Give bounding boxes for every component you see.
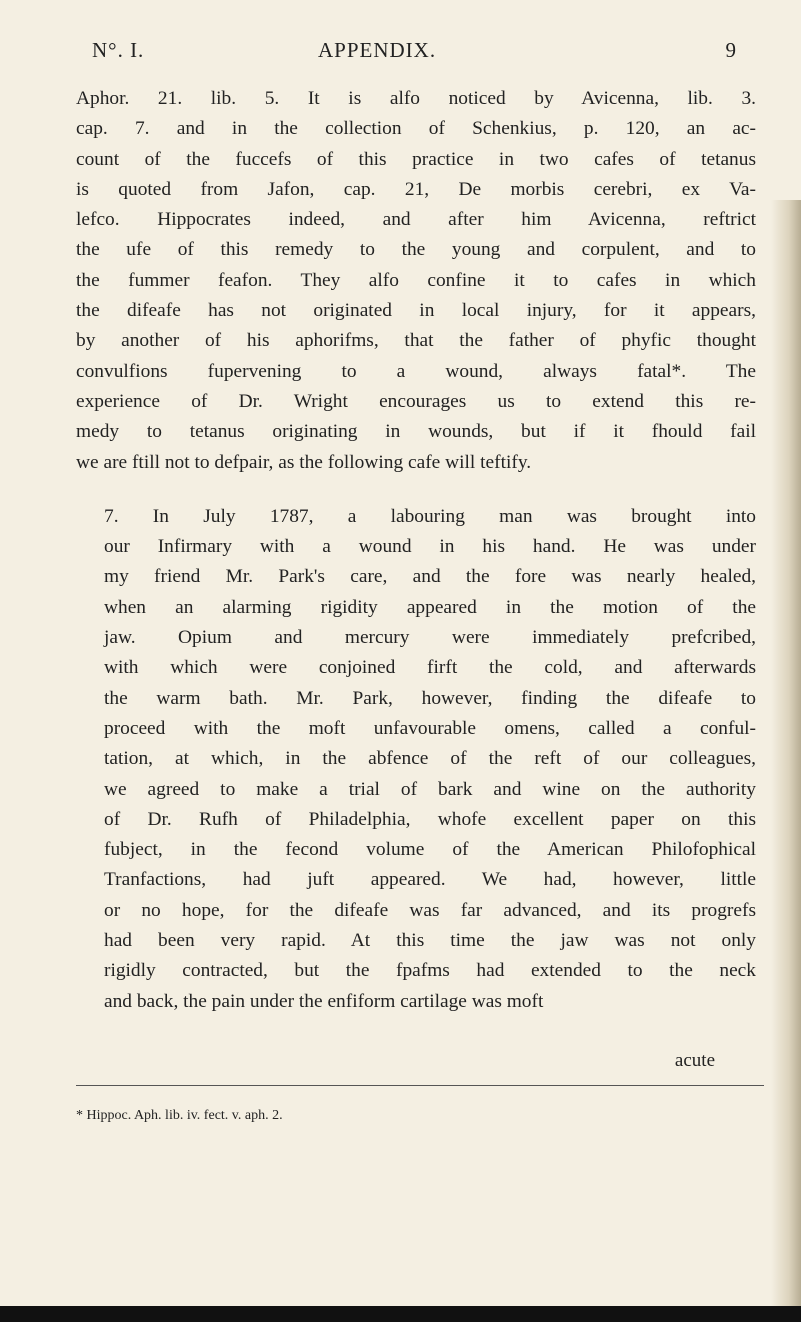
text-line: fubject, in the fecond volume of the American Philofophical: [104, 839, 756, 861]
scan-bottom-border: [0, 1306, 801, 1322]
text-line: Aphor. 21. lib. 5. It is alfo noticed by Avicenna, lib. 3.: [76, 88, 756, 109]
text-line: convulfions fupervening to a wound, always fatal*. The: [76, 360, 756, 382]
text-line: rigidly contracted, but the fpafms had extended to the neck: [104, 960, 756, 982]
text-line: or no hope, for the difeafe was far advanced, and its progrefs: [104, 899, 756, 921]
text-line: tation, at which, in the abfence of the reft of our colleagues,: [104, 748, 756, 770]
text-line: we are ftill not to defpair, as the following cafe will teftify.: [76, 451, 532, 473]
text-line: our Infirmary with a wound in his hand. He was under: [104, 536, 756, 558]
text-line: the fummer feafon. They alfo confine it to cafes in which: [76, 269, 756, 291]
text-line: is quoted from Jafon, cap. 21, De morbis cerebri, ex Va-: [76, 178, 756, 200]
running-title: APPENDIX.: [318, 38, 437, 62]
text-line: the difeafe has not originated in local injury, for it appears,: [76, 300, 756, 322]
text-line: jaw. Opium and mercury were immediately prefcribed,: [104, 627, 756, 649]
text-line: count of the fuccefs of this practice in two cafes of tetanus: [76, 148, 756, 170]
text-line: Tranfactions, had juft appeared. We had, however, little: [104, 869, 756, 891]
text-line: and back, the pain under the enfiform cartilage was moft: [104, 990, 544, 1012]
text-line: the ufe of this remedy to the young and corpulent, and to: [76, 239, 756, 261]
text-line: had been very rapid. At this time the jaw was not only: [104, 930, 756, 952]
text-line: my friend Mr. Park's care, and the fore was nearly healed,: [104, 566, 756, 588]
text-line: lefco. Hippocrates indeed, and after him Avicenna, reftrict: [76, 209, 756, 231]
catchword: acute: [674, 1050, 715, 1071]
text-line: we agreed to make a trial of bark and wine on the authority: [104, 778, 756, 800]
paragraph-aphorism: [76, 84, 756, 478]
footnote: * Hippoc. Aph. lib. iv. fect. v. aph. 2.: [76, 1108, 283, 1123]
paragraph-case-7: [76, 502, 756, 1017]
text-line: medy to tetanus originating in wounds, but if it fhould fail: [76, 421, 756, 443]
section-number: N°. I.: [92, 38, 145, 62]
text-line: 7. In July 1787, a labouring man was brought into: [104, 505, 756, 527]
footnote-rule: [76, 1085, 764, 1086]
text-line: the warm bath. Mr. Park, however, finding the difeafe to: [104, 687, 756, 709]
text-line: cap. 7. and in the collection of Schenkius, p. 120, an ac-: [76, 118, 756, 140]
text-line: proceed with the moft unfavourable omens, called a conful-: [104, 717, 756, 739]
text-line: by another of his aphorifms, that the father of phyfic thought: [76, 330, 756, 352]
text-line: of Dr. Rufh of Philadelphia, whofe excellent paper on this: [104, 808, 756, 830]
text-line: when an alarming rigidity appeared in the motion of the: [104, 596, 756, 618]
page-edge-shadow: [771, 200, 801, 1322]
text-line: with which were conjoined firft the cold, and afterwards: [104, 657, 756, 679]
body-text: [76, 84, 756, 1017]
text-line: experience of Dr. Wright encourages us to extend this re-: [76, 390, 756, 412]
page-number: 9: [725, 38, 737, 62]
running-header: [70, 38, 737, 68]
